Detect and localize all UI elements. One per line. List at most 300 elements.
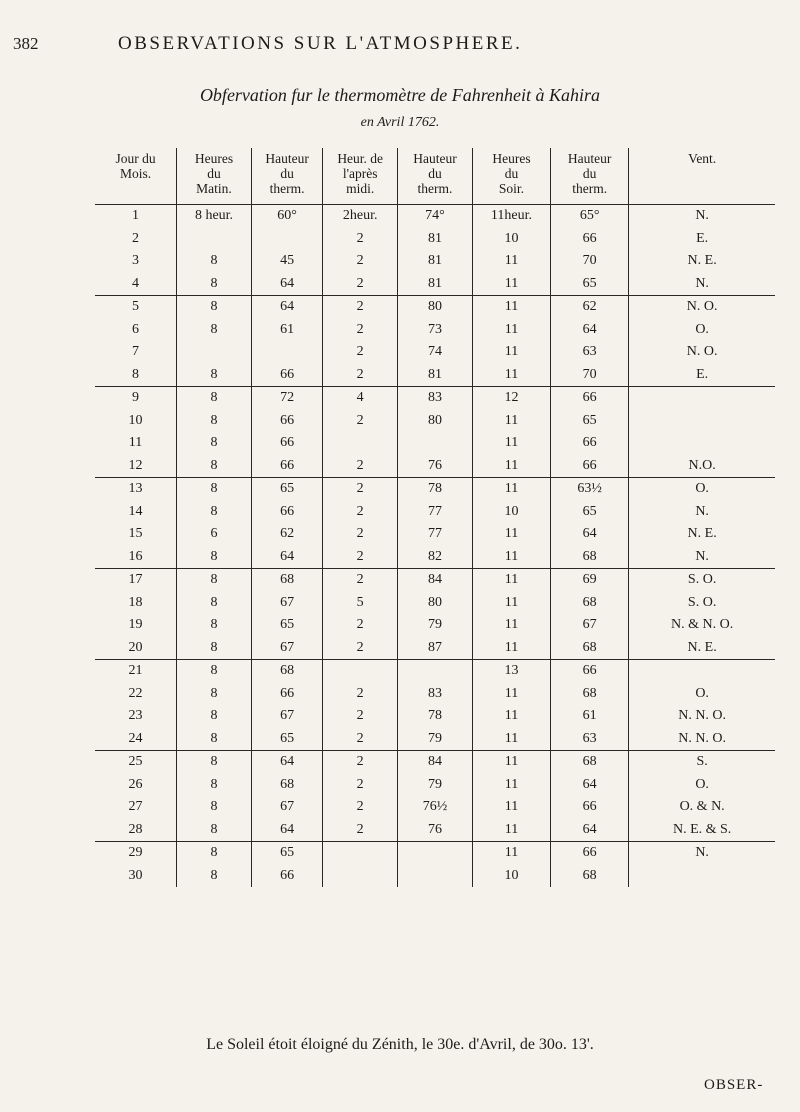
table-cell: 11 — [472, 728, 550, 751]
table-cell: 66 — [551, 660, 629, 683]
table-cell: 11 — [472, 592, 550, 615]
table-cell — [323, 842, 398, 865]
table-cell: 8 — [177, 432, 252, 455]
table-cell: 8 — [177, 501, 252, 524]
table-cell: 11 — [472, 819, 550, 842]
table-cell: 11 — [472, 364, 550, 387]
table-row — [95, 842, 775, 865]
table-cell: 65 — [251, 728, 322, 751]
column-header-line: Matin. — [196, 181, 232, 196]
column-header-line: midi. — [346, 181, 375, 196]
table-row — [95, 273, 775, 296]
table-cell: 8 — [177, 865, 252, 888]
table-cell: N.O. — [629, 455, 775, 478]
table-cell: 8 — [177, 660, 252, 683]
table-cell: 67 — [251, 637, 322, 660]
column-header-line — [96, 181, 175, 196]
column-header-line: Jour du — [115, 151, 156, 166]
table-cell: 11 — [472, 705, 550, 728]
table-cell: 11 — [472, 296, 550, 319]
table-cell — [629, 432, 775, 455]
page-number: 382 — [13, 34, 39, 53]
table-cell: 2 — [323, 455, 398, 478]
table-cell: 11 — [472, 478, 550, 501]
table-cell: 67 — [251, 592, 322, 615]
table-cell: 79 — [398, 728, 473, 751]
table-cell: 83 — [398, 387, 473, 410]
table-cell: 64 — [251, 819, 322, 842]
table-row — [95, 205, 775, 228]
table-cell: 60° — [251, 205, 322, 228]
table-cell: 81 — [398, 250, 473, 273]
table-cell: 8 — [177, 455, 252, 478]
table-cell — [629, 865, 775, 888]
table-cell: 2 — [323, 683, 398, 706]
table-cell: 11 — [472, 614, 550, 637]
table-cell: 77 — [398, 501, 473, 524]
table-cell: 11 — [472, 410, 550, 433]
column-header-line: Hauteur — [413, 151, 457, 166]
table-cell: 68 — [251, 774, 322, 797]
table-cell: N. N. O. — [629, 705, 775, 728]
table-cell: 11 — [472, 569, 550, 592]
table-cell: 10 — [472, 501, 550, 524]
column-header — [551, 148, 629, 205]
table-cell: S. O. — [629, 569, 775, 592]
table-cell: 61 — [251, 319, 322, 342]
table-cell: 2 — [323, 296, 398, 319]
table-cell: 5 — [323, 592, 398, 615]
table-cell: 14 — [128, 503, 143, 519]
table-row — [95, 478, 775, 501]
table-cell: 74 — [398, 341, 473, 364]
table-cell — [251, 228, 322, 251]
table-cell: 70 — [551, 250, 629, 273]
table-cell: 3 — [132, 253, 140, 269]
table-row — [95, 592, 775, 615]
table-cell: 11 — [472, 683, 550, 706]
table-cell: 84 — [398, 751, 473, 774]
table-cell — [323, 660, 398, 683]
table-cell: O. — [629, 478, 775, 501]
table-cell: 78 — [398, 705, 473, 728]
table-cell: 2 — [323, 319, 398, 342]
table-cell: 80 — [398, 296, 473, 319]
table-row — [95, 819, 775, 842]
table-cell: 19 — [128, 617, 143, 633]
table-cell: 11 — [128, 435, 143, 451]
column-header-line: Heures — [194, 151, 234, 166]
table-cell: 64 — [251, 546, 322, 569]
table-cell: 65 — [251, 842, 322, 865]
column-header-line: du — [207, 166, 221, 181]
table-cell: 68 — [251, 569, 322, 592]
table-header — [95, 148, 775, 205]
table-cell: 64 — [551, 774, 629, 797]
table-cell: 2 — [323, 341, 398, 364]
table-cell: 8 — [177, 410, 252, 433]
table-cell: 8 — [177, 637, 252, 660]
table-cell: 20 — [95, 637, 177, 660]
column-header — [177, 148, 252, 205]
table-cell: 61 — [551, 705, 629, 728]
table-title: Obfervation fur le thermomètre de Fahrenheit à Kahira — [199, 85, 601, 105]
table-cell: 2 — [323, 705, 398, 728]
column-header — [629, 148, 775, 205]
column-header-line: Heur. de — [337, 151, 384, 166]
table-cell: 26 — [128, 776, 143, 792]
table-cell: 64 — [251, 751, 322, 774]
table-cell: 2 — [323, 501, 398, 524]
column-header-line — [630, 181, 774, 196]
table-cell: 66 — [551, 387, 629, 410]
table-cell: 82 — [398, 546, 473, 569]
table-row — [95, 751, 775, 774]
table-row — [95, 865, 775, 888]
table-cell: N. — [629, 205, 775, 228]
table-cell: 8 — [177, 569, 252, 592]
table-cell: 11 — [472, 796, 550, 819]
table-cell: 81 — [398, 273, 473, 296]
table-cell: 8 — [177, 364, 252, 387]
table-cell: 8 — [177, 796, 252, 819]
table-row — [95, 774, 775, 797]
table-cell: 5 — [132, 299, 140, 315]
table-cell: 11 — [472, 751, 550, 774]
table-cell: N. O. — [629, 341, 775, 364]
table-cell: N. E. — [629, 523, 775, 546]
header-row — [95, 148, 775, 205]
table-cell: N. — [629, 546, 775, 569]
table-row — [95, 796, 775, 819]
table-cell: 8 — [177, 819, 252, 842]
table-cell — [398, 842, 473, 865]
table-cell: 66 — [251, 432, 322, 455]
column-header-line: Hauteur — [265, 151, 309, 166]
table-cell: 76½ — [398, 796, 473, 819]
table-cell: 63 — [551, 728, 629, 751]
running-head: OBSERVATIONS SUR L'ATMOSPHERE. — [118, 33, 523, 54]
table-cell: 8 — [177, 319, 252, 342]
table-row — [95, 683, 775, 706]
table-cell: 66 — [551, 455, 629, 478]
table-cell: 8 — [177, 478, 252, 501]
table-cell: 11heur. — [472, 205, 550, 228]
table-row — [95, 705, 775, 728]
table-subtitle: en Avril 1762. — [360, 115, 440, 130]
table-cell: 64 — [251, 273, 322, 296]
table-cell: 68 — [551, 592, 629, 615]
column-header-line: therm. — [417, 181, 453, 196]
table-cell: N. E. — [629, 637, 775, 660]
table-cell: 2 — [323, 228, 398, 251]
table-cell: 68 — [551, 637, 629, 660]
column-header-line: l'après — [342, 166, 378, 181]
column-header-line: du — [280, 166, 294, 181]
table-cell: 67 — [551, 614, 629, 637]
table-cell: 13 — [472, 660, 550, 683]
table-row — [95, 410, 775, 433]
table-cell: 66 — [251, 501, 322, 524]
table-cell: N. & N. O. — [629, 614, 775, 637]
table-cell: 78 — [398, 478, 473, 501]
table-cell: 2 — [323, 273, 398, 296]
table-cell: 2 — [323, 819, 398, 842]
table-cell: 65 — [251, 478, 322, 501]
column-header — [398, 148, 473, 205]
table-cell: 63½ — [551, 478, 629, 501]
table-cell: 84 — [398, 569, 473, 592]
table-cell: 11 — [472, 523, 550, 546]
table-cell: 68 — [551, 683, 629, 706]
table-cell — [629, 410, 775, 433]
table-cell — [629, 660, 775, 683]
table-cell: 69 — [551, 569, 629, 592]
table-cell: 76 — [398, 455, 473, 478]
table-cell: 76 — [398, 819, 473, 842]
table-cell: 8 — [177, 728, 252, 751]
column-header — [251, 148, 322, 205]
table-cell: 2 — [323, 250, 398, 273]
table-cell: 4 — [323, 387, 398, 410]
table-row — [95, 432, 775, 455]
column-header-line: therm. — [572, 181, 608, 196]
table-cell: 11 — [472, 637, 550, 660]
catchword: OBSER- — [704, 1077, 764, 1093]
table-cell: 67 — [251, 705, 322, 728]
table-cell: 8 heur. — [177, 205, 252, 228]
table-cell: 62 — [251, 523, 322, 546]
table-cell: 64 — [251, 296, 322, 319]
column-header-line: du — [504, 166, 519, 181]
table-cell: 81 — [398, 364, 473, 387]
table-cell: 10 — [472, 228, 550, 251]
column-header — [472, 148, 550, 205]
table-cell: 67 — [251, 796, 322, 819]
table-row — [95, 660, 775, 683]
table-cell: 66 — [251, 364, 322, 387]
table-cell: 30 — [128, 867, 143, 883]
table-cell: 72 — [251, 387, 322, 410]
column-header-line: Hauteur — [567, 151, 612, 166]
footer-note: Le Soleil étoit éloigné du Zénith, le 30e. d'Avril, de 30o. 13'. — [206, 1036, 594, 1053]
table-cell: 65 — [551, 273, 629, 296]
table-cell: 18 — [128, 594, 143, 610]
table-cell: 6 — [177, 523, 252, 546]
table-cell: 10 — [128, 412, 143, 428]
table-cell: 66 — [251, 865, 322, 888]
table-cell — [398, 432, 473, 455]
table-row — [95, 228, 775, 251]
table-cell: 16 — [95, 546, 177, 569]
table-cell: 79 — [398, 774, 473, 797]
table-cell: 11 — [472, 842, 550, 865]
table-cell: 2 — [323, 478, 398, 501]
table-cell: 10 — [472, 865, 550, 888]
table-row — [95, 387, 775, 410]
table-cell: 66 — [551, 842, 629, 865]
table-cell: O. & N. — [629, 796, 775, 819]
table-row — [95, 250, 775, 273]
table-cell: 2 — [323, 751, 398, 774]
table-cell: N. — [629, 501, 775, 524]
table-cell: 23 — [128, 708, 143, 724]
table-cell: 66 — [251, 683, 322, 706]
table-cell: 66 — [551, 228, 629, 251]
column-header — [95, 148, 177, 205]
table-cell: 27 — [128, 799, 143, 815]
table-cell — [398, 660, 473, 683]
table-cell: 74° — [398, 205, 473, 228]
table-cell: O. — [629, 319, 775, 342]
table-cell: 2heur. — [323, 205, 398, 228]
table-cell — [251, 341, 322, 364]
table-cell: 11 — [472, 432, 550, 455]
table-row — [95, 296, 775, 319]
table-cell: 73 — [398, 319, 473, 342]
table-row — [95, 364, 775, 387]
table-cell: S. O. — [629, 592, 775, 615]
column-header-line: Mois. — [119, 166, 152, 181]
table-cell: 66 — [251, 410, 322, 433]
table-cell — [323, 865, 398, 888]
table-cell: 21 — [128, 663, 143, 679]
table-cell: 13 — [128, 481, 143, 497]
table-cell: 2 — [323, 523, 398, 546]
table-cell: 8 — [177, 273, 252, 296]
table-cell: O. — [629, 774, 775, 797]
table-cell: E. — [629, 228, 775, 251]
table-cell: 12 — [95, 455, 177, 478]
table-row — [95, 319, 775, 342]
table-cell: 8 — [177, 387, 252, 410]
table-cell: 64 — [551, 319, 629, 342]
table-cell: 81 — [398, 228, 473, 251]
table-cell: 11 — [472, 250, 550, 273]
table-cell: 4 — [95, 273, 177, 296]
table-cell: 66 — [251, 455, 322, 478]
table-cell: 66 — [551, 796, 629, 819]
table-cell: 29 — [128, 845, 143, 861]
table-cell: 2 — [323, 637, 398, 660]
table-cell: 17 — [128, 572, 143, 588]
table-body — [95, 205, 775, 888]
column-header-line: therm. — [269, 181, 305, 196]
table-cell: 80 — [398, 592, 473, 615]
table-cell: 22 — [128, 685, 143, 701]
table-cell: 25 — [128, 754, 143, 770]
table-row — [95, 569, 775, 592]
table-cell: 11 — [472, 455, 550, 478]
table-cell: 64 — [551, 819, 629, 842]
table-row — [95, 728, 775, 751]
table-cell: N. — [629, 842, 775, 865]
table-cell: 8 — [95, 364, 177, 387]
table-cell: 80 — [398, 410, 473, 433]
table-cell: 79 — [398, 614, 473, 637]
column-header-line — [630, 166, 774, 181]
table-cell: 65 — [551, 410, 629, 433]
table-cell: 28 — [95, 819, 177, 842]
table-cell: 2 — [323, 774, 398, 797]
table-cell: 11 — [472, 341, 550, 364]
table-cell: 9 — [132, 390, 140, 406]
column-header-line: Soir. — [498, 181, 525, 196]
table-cell: 8 — [177, 614, 252, 637]
table-cell: 66 — [551, 432, 629, 455]
table-cell: 12 — [472, 387, 550, 410]
table-cell — [177, 228, 252, 251]
table-cell: 64 — [551, 523, 629, 546]
table-cell: 11 — [472, 774, 550, 797]
column-header — [323, 148, 398, 205]
table-cell: 68 — [551, 546, 629, 569]
column-header-line: Heures — [492, 151, 531, 166]
table-cell: 6 — [132, 321, 140, 337]
table-cell: N. — [629, 273, 775, 296]
table-cell: 2 — [132, 230, 140, 246]
table-cell: 8 — [177, 705, 252, 728]
table-cell: N. O. — [629, 296, 775, 319]
table-cell: 2 — [323, 410, 398, 433]
table-cell: E. — [629, 364, 775, 387]
table-cell: N. N. O. — [629, 728, 775, 751]
table-cell: 11 — [472, 546, 550, 569]
table-row — [95, 637, 775, 660]
table-cell: 15 — [128, 526, 143, 542]
table-cell: 65° — [551, 205, 629, 228]
table-cell: 11 — [472, 319, 550, 342]
table-cell: 87 — [398, 637, 473, 660]
table-cell: 24 — [95, 728, 177, 751]
table-cell: 68 — [551, 865, 629, 888]
column-header-line: du — [582, 166, 597, 181]
table-cell: 8 — [177, 592, 252, 615]
table-row — [95, 501, 775, 524]
table-cell: 68 — [251, 660, 322, 683]
table-row — [95, 614, 775, 637]
table-cell: 8 — [177, 751, 252, 774]
table-cell — [629, 387, 775, 410]
table-cell: 8 — [177, 842, 252, 865]
table-cell: 2 — [323, 546, 398, 569]
table-row — [95, 546, 775, 569]
table-cell: 11 — [472, 273, 550, 296]
table-cell: 68 — [551, 751, 629, 774]
table-row — [95, 455, 775, 478]
table-cell: 45 — [251, 250, 322, 273]
table-cell: 8 — [177, 774, 252, 797]
column-header-line: Vent. — [688, 151, 717, 166]
table-cell: 65 — [251, 614, 322, 637]
table-row — [95, 523, 775, 546]
table-row — [95, 341, 775, 364]
table-cell: 65 — [551, 501, 629, 524]
table-cell: O. — [629, 683, 775, 706]
table-cell — [398, 865, 473, 888]
table-cell — [177, 341, 252, 364]
table-cell: 62 — [551, 296, 629, 319]
table-cell: 63 — [551, 341, 629, 364]
table-cell: N. E. & S. — [629, 819, 775, 842]
table-cell: 70 — [551, 364, 629, 387]
observation-table — [95, 148, 775, 887]
table-cell: 77 — [398, 523, 473, 546]
table-cell: 2 — [323, 364, 398, 387]
table-cell: 2 — [323, 614, 398, 637]
column-header-line: du — [428, 166, 442, 181]
table-cell: 2 — [323, 728, 398, 751]
